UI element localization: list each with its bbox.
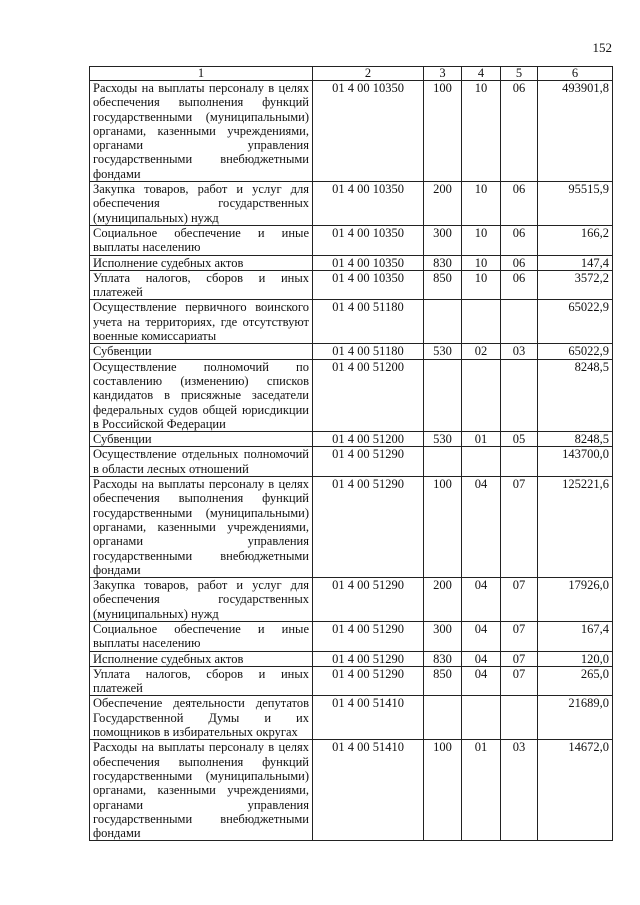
column-header-code: 2 [313, 67, 424, 81]
table-row [90, 81, 613, 182]
row-rz-cell [462, 300, 501, 344]
budget-table [89, 66, 613, 841]
table-row [90, 182, 613, 226]
row-vr-cell: 300 [424, 621, 462, 651]
table-row [90, 432, 613, 447]
row-code-cell: 01 4 00 51410 [313, 740, 424, 841]
row-vr-cell [424, 359, 462, 431]
row-name-cell: Социальное обеспечение и иные выплаты населению [90, 225, 313, 255]
row-sum-cell: 167,4 [538, 621, 613, 651]
table-row [90, 344, 613, 359]
table-row [90, 651, 613, 666]
row-pr-cell: 03 [501, 740, 538, 841]
row-rz-cell: 10 [462, 182, 501, 226]
table-row [90, 255, 613, 270]
row-pr-cell: 06 [501, 182, 538, 226]
row-rz-cell: 10 [462, 270, 501, 300]
table-row [90, 666, 613, 696]
row-sum-cell: 65022,9 [538, 300, 613, 344]
row-vr-cell: 100 [424, 477, 462, 578]
row-rz-cell: 01 [462, 432, 501, 447]
row-code-cell: 01 4 00 51410 [313, 696, 424, 740]
row-rz-cell: 02 [462, 344, 501, 359]
row-sum-cell: 8248,5 [538, 359, 613, 431]
row-name-cell: Исполнение судебных актов [90, 255, 313, 270]
table-row [90, 270, 613, 300]
row-rz-cell: 10 [462, 225, 501, 255]
row-pr-cell [501, 359, 538, 431]
row-vr-cell [424, 447, 462, 477]
row-sum-cell: 14672,0 [538, 740, 613, 841]
row-vr-cell: 100 [424, 81, 462, 182]
row-sum-cell: 120,0 [538, 651, 613, 666]
row-sum-cell: 65022,9 [538, 344, 613, 359]
row-code-cell: 01 4 00 10350 [313, 255, 424, 270]
row-rz-cell: 04 [462, 578, 501, 622]
row-name-cell: Осуществление полномочий по составлению (изменению) списков кандидатов в присяжные заседатели федеральных судов общей юрисдикции в Российской Федерации [90, 359, 313, 431]
row-pr-cell: 06 [501, 81, 538, 182]
row-rz-cell: 04 [462, 621, 501, 651]
row-code-cell: 01 4 00 51290 [313, 477, 424, 578]
row-name-cell: Расходы на выплаты персоналу в целях обеспечения выполнения функций государственными (муниципальными) органами, казенными учреждениями, органами управления государственными внебюджетными фондами [90, 81, 313, 182]
column-header-pr: 5 [501, 67, 538, 81]
table-row [90, 740, 613, 841]
row-name-cell: Социальное обеспечение и иные выплаты населению [90, 621, 313, 651]
row-pr-cell: 06 [501, 255, 538, 270]
row-vr-cell [424, 300, 462, 344]
row-name-cell: Уплата налогов, сборов и иных платежей [90, 270, 313, 300]
row-pr-cell [501, 447, 538, 477]
row-name-cell: Осуществление отдельных полномочий в области лесных отношений [90, 447, 313, 477]
row-vr-cell: 300 [424, 225, 462, 255]
row-pr-cell: 03 [501, 344, 538, 359]
row-name-cell: Расходы на выплаты персоналу в целях обеспечения выполнения функций государственными (муниципальными) органами, казенными учреждениями, органами управления государственными внебюджетными фондами [90, 477, 313, 578]
row-rz-cell: 01 [462, 740, 501, 841]
row-vr-cell: 850 [424, 270, 462, 300]
table-row [90, 225, 613, 255]
table-row [90, 696, 613, 740]
row-vr-cell: 200 [424, 578, 462, 622]
row-code-cell: 01 4 00 51200 [313, 359, 424, 431]
row-rz-cell [462, 696, 501, 740]
row-code-cell: 01 4 00 10350 [313, 182, 424, 226]
row-vr-cell: 830 [424, 651, 462, 666]
row-pr-cell: 07 [501, 477, 538, 578]
row-sum-cell: 166,2 [538, 225, 613, 255]
row-name-cell: Субвенции [90, 432, 313, 447]
row-rz-cell [462, 447, 501, 477]
column-header-rz: 4 [462, 67, 501, 81]
row-name-cell: Субвенции [90, 344, 313, 359]
row-sum-cell: 143700,0 [538, 447, 613, 477]
row-name-cell: Исполнение судебных актов [90, 651, 313, 666]
table-row [90, 621, 613, 651]
row-rz-cell: 04 [462, 477, 501, 578]
row-pr-cell: 06 [501, 270, 538, 300]
row-name-cell: Закупка товаров, работ и услуг для обеспечения государственных (муниципальных) нужд [90, 578, 313, 622]
column-header-sum: 6 [538, 67, 613, 81]
row-pr-cell [501, 696, 538, 740]
row-name-cell: Осуществление первичного воинского учета на территориях, где отсутствуют военные комиссариаты [90, 300, 313, 344]
row-vr-cell [424, 696, 462, 740]
row-code-cell: 01 4 00 51290 [313, 578, 424, 622]
table-body [90, 81, 613, 841]
row-vr-cell: 830 [424, 255, 462, 270]
row-code-cell: 01 4 00 51200 [313, 432, 424, 447]
table-row [90, 578, 613, 622]
table-row [90, 359, 613, 431]
row-sum-cell: 125221,6 [538, 477, 613, 578]
row-pr-cell: 06 [501, 225, 538, 255]
row-code-cell: 01 4 00 10350 [313, 225, 424, 255]
row-rz-cell: 04 [462, 666, 501, 696]
row-vr-cell: 530 [424, 344, 462, 359]
row-code-cell: 01 4 00 10350 [313, 81, 424, 182]
row-name-cell: Закупка товаров, работ и услуг для обеспечения государственных (муниципальных) нужд [90, 182, 313, 226]
column-header-name: 1 [90, 67, 313, 81]
row-code-cell: 01 4 00 51180 [313, 344, 424, 359]
row-pr-cell: 07 [501, 578, 538, 622]
table-row [90, 477, 613, 578]
row-rz-cell: 10 [462, 255, 501, 270]
row-vr-cell: 850 [424, 666, 462, 696]
row-code-cell: 01 4 00 51290 [313, 621, 424, 651]
row-code-cell: 01 4 00 51290 [313, 447, 424, 477]
row-sum-cell: 147,4 [538, 255, 613, 270]
row-pr-cell: 07 [501, 621, 538, 651]
row-sum-cell: 8248,5 [538, 432, 613, 447]
row-rz-cell: 10 [462, 81, 501, 182]
row-rz-cell: 04 [462, 651, 501, 666]
row-name-cell: Обеспечение деятельности депутатов Государственной Думы и их помощников в избирательных округах [90, 696, 313, 740]
row-sum-cell: 21689,0 [538, 696, 613, 740]
row-pr-cell: 07 [501, 666, 538, 696]
row-code-cell: 01 4 00 51180 [313, 300, 424, 344]
row-pr-cell [501, 300, 538, 344]
row-name-cell: Расходы на выплаты персоналу в целях обеспечения выполнения функций государственными (муниципальными) органами, казенными учреждениями, органами управления государственными внебюджетными фондами [90, 740, 313, 841]
row-pr-cell: 05 [501, 432, 538, 447]
row-sum-cell: 493901,8 [538, 81, 613, 182]
row-name-cell: Уплата налогов, сборов и иных платежей [90, 666, 313, 696]
row-sum-cell: 17926,0 [538, 578, 613, 622]
row-code-cell: 01 4 00 10350 [313, 270, 424, 300]
page-number: 152 [592, 40, 612, 55]
row-vr-cell: 100 [424, 740, 462, 841]
row-sum-cell: 95515,9 [538, 182, 613, 226]
row-vr-cell: 530 [424, 432, 462, 447]
row-vr-cell: 200 [424, 182, 462, 226]
row-code-cell: 01 4 00 51290 [313, 666, 424, 696]
row-sum-cell: 3572,2 [538, 270, 613, 300]
table-row [90, 447, 613, 477]
row-code-cell: 01 4 00 51290 [313, 651, 424, 666]
column-header-vr: 3 [424, 67, 462, 81]
row-pr-cell: 07 [501, 651, 538, 666]
table-header-row [90, 67, 613, 81]
table-row [90, 300, 613, 344]
row-sum-cell: 265,0 [538, 666, 613, 696]
row-rz-cell [462, 359, 501, 431]
